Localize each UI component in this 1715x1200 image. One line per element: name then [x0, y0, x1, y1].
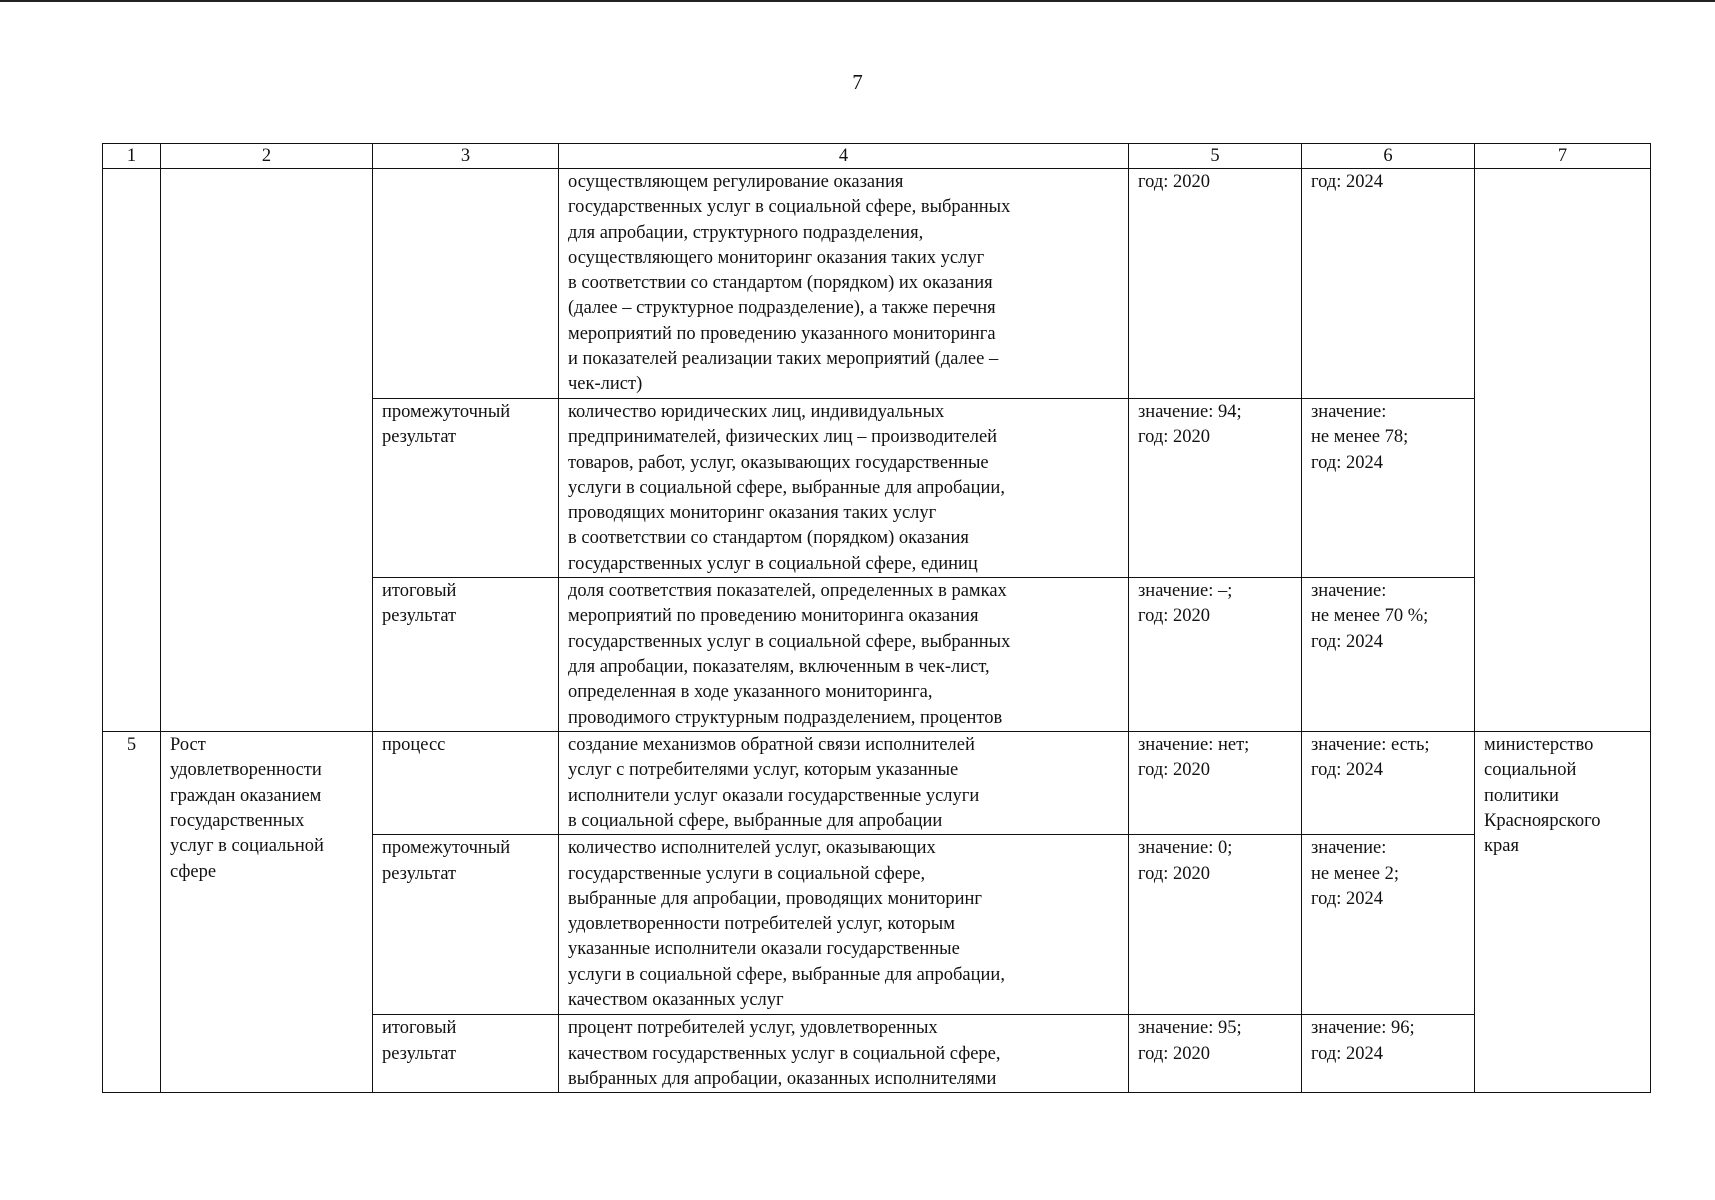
cell-target-value: год: 2024 [1302, 169, 1475, 399]
column-header: 5 [1129, 144, 1302, 169]
page-top-border [0, 0, 1715, 2]
cell-number [103, 169, 161, 732]
indicators-table [102, 143, 1651, 1093]
cell-indicator-text: осуществляющем регулирование оказания государственных услуг в социальной сфере, выбранных для апробации, структурного подразделения, осуществляющего мониторинг оказания таких услуг в соответствии со стандартом (порядком) их оказания (далее – структурное подразделение), а также перечня мероприятий по проведению указанного мониторинга и показателей реализации таких мероприятий (далее – чек-лист) [559, 169, 1129, 399]
column-header: 3 [373, 144, 559, 169]
cell-base-value: год: 2020 [1129, 169, 1302, 399]
cell-indicator-text: доля соответствия показателей, определенных в рамках мероприятий по проведению мониторинга оказания государственных услуг в социальной сфере, выбранных для апробации, показателям, включенным в чек-лист, определенная в ходе указанного мониторинга, проводимого структурным подразделением, процентов [559, 578, 1129, 732]
column-header: 1 [103, 144, 161, 169]
cell-indicator-text: процент потребителей услуг, удовлетворенных качеством государственных услуг в социальной сфере, выбранных для апробации, оказанных исполнителями [559, 1015, 1129, 1093]
table-row [103, 732, 1651, 835]
cell-target-value: значение: не менее 2; год: 2024 [1302, 835, 1475, 1015]
cell-indicator-text: количество юридических лиц, индивидуальных предпринимателей, физических лиц – производителей товаров, работ, услуг, оказывающих государственные услуги в социальной сфере, выбранные для апробации, проводящих мониторинг оказания таких услуг в соответствии со стандартом (порядком) оказания государственных услуг в социальной сфере, единиц [559, 399, 1129, 578]
cell-indicator-type: процесс [373, 732, 559, 835]
cell-base-value: значение: 94; год: 2020 [1129, 399, 1302, 578]
cell-number: 5 [103, 732, 161, 1093]
cell-target-value: значение: не менее 78; год: 2024 [1302, 399, 1475, 578]
column-header: 7 [1475, 144, 1651, 169]
page-number: 7 [852, 70, 863, 94]
cell-base-value: значение: 0; год: 2020 [1129, 835, 1302, 1015]
cell-indicator-type: промежуточный результат [373, 835, 559, 1015]
cell-target-value: значение: 96; год: 2024 [1302, 1015, 1475, 1093]
cell-responsible [1475, 169, 1651, 732]
cell-base-value: значение: –; год: 2020 [1129, 578, 1302, 732]
cell-goal [161, 169, 373, 732]
cell-base-value: значение: нет; год: 2020 [1129, 732, 1302, 835]
cell-indicator-type: итоговый результат [373, 578, 559, 732]
cell-indicator-type: промежуточный результат [373, 399, 559, 578]
cell-goal: Рост удовлетворенности граждан оказанием государственных услуг в социальной сфере [161, 732, 373, 1093]
cell-target-value: значение: не менее 70 %; год: 2024 [1302, 578, 1475, 732]
cell-indicator-text: создание механизмов обратной связи исполнителей услуг с потребителями услуг, которым указанные исполнители услуг оказали государственные услуги в социальной сфере, выбранные для апробации [559, 732, 1129, 835]
cell-indicator-text: количество исполнителей услуг, оказывающих государственные услуги в социальной сфере, выбранные для апробации, проводящих мониторинг удовлетворенности потребителей услуг, которым указанные исполнители оказали государственные услуги в социальной сфере, выбранные для апробации, качеством оказанных услуг [559, 835, 1129, 1015]
cell-indicator-type: итоговый результат [373, 1015, 559, 1093]
table-row [103, 169, 1651, 399]
column-header: 2 [161, 144, 373, 169]
column-header: 6 [1302, 144, 1475, 169]
cell-base-value: значение: 95; год: 2020 [1129, 1015, 1302, 1093]
cell-responsible: министерство социальной политики Красноярского края [1475, 732, 1651, 1093]
table-header-row [103, 144, 1651, 169]
cell-indicator-type [373, 169, 559, 399]
column-header: 4 [559, 144, 1129, 169]
cell-target-value: значение: есть; год: 2024 [1302, 732, 1475, 835]
